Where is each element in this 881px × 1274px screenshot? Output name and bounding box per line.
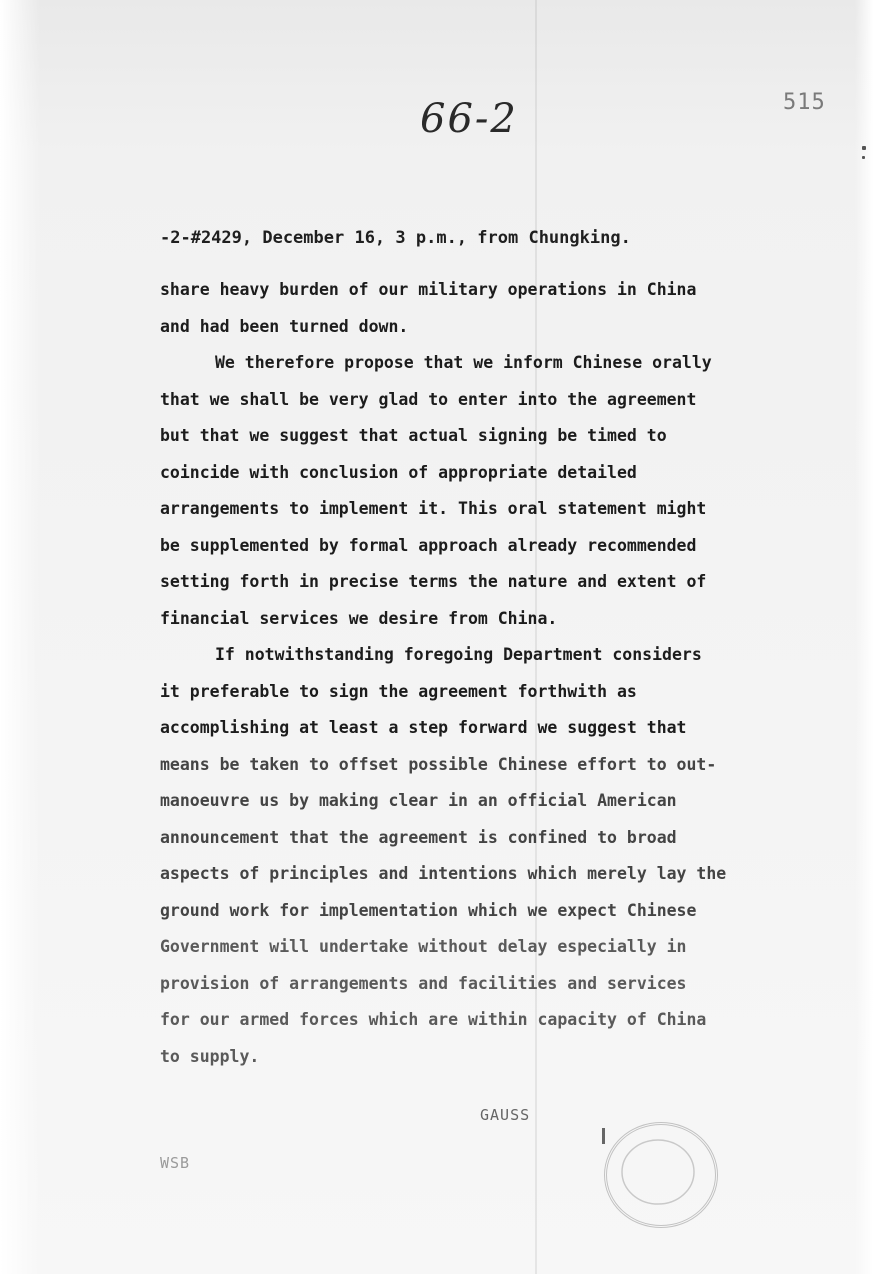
scan-right-edge: [855, 0, 881, 1274]
body-line: aspects of principles and intentions which merely lay the: [160, 864, 727, 883]
body-line: for our armed forces which are within capacity of China: [160, 1010, 707, 1029]
scan-left-shade: [0, 0, 40, 1274]
pen-mark: [602, 1128, 605, 1144]
body-line: to supply.: [160, 1046, 260, 1066]
telegram-body: [160, 280, 790, 1083]
body-line: it preferable to sign the agreement forthwith as: [160, 681, 637, 701]
body-line: arrangements to implement it. This oral statement might: [160, 499, 707, 518]
telegram-header: -2-#2429, December 16, 3 p.m., from Chungking.: [160, 228, 631, 248]
body-line: We therefore propose that we inform Chinese orally: [215, 353, 712, 372]
body-line: If notwithstanding foregoing Department considers: [215, 645, 702, 664]
body-line: setting forth in precise terms the nature and extent of: [160, 572, 707, 591]
body-line: Government will undertake without delay especially in: [160, 937, 687, 956]
body-line: and had been turned down.: [160, 316, 409, 336]
scan-speck: [862, 146, 866, 150]
body-line: share heavy burden of our military operations in China: [160, 280, 697, 299]
sender-signature: GAUSS: [480, 1106, 531, 1124]
body-line: provision of arrangements and facilities and services: [160, 973, 687, 993]
body-line: means be taken to offset possible Chinese effort to out-: [160, 754, 717, 774]
body-line: accomplishing at least a step forward we suggest that: [160, 718, 687, 737]
body-line: coincide with conclusion of appropriate detailed: [160, 462, 637, 482]
scan-speck: [862, 156, 865, 159]
handwritten-reference: 66-2: [420, 96, 518, 142]
body-line: financial services we desire from China.: [160, 608, 558, 628]
body-line: but that we suggest that actual signing be timed to: [160, 426, 667, 445]
body-line: announcement that the agreement is confined to broad: [160, 827, 677, 847]
clerk-initials: WSB: [160, 1154, 191, 1172]
body-line: be supplemented by formal approach already recommended: [160, 535, 697, 555]
page-number: 515: [783, 90, 826, 115]
body-line: ground work for implementation which we expect Chinese: [160, 900, 697, 920]
body-line: manoeuvre us by making clear in an official American: [160, 791, 677, 810]
body-line: that we shall be very glad to enter into the agreement: [160, 389, 697, 409]
archive-seal-stamp: [604, 1122, 718, 1228]
